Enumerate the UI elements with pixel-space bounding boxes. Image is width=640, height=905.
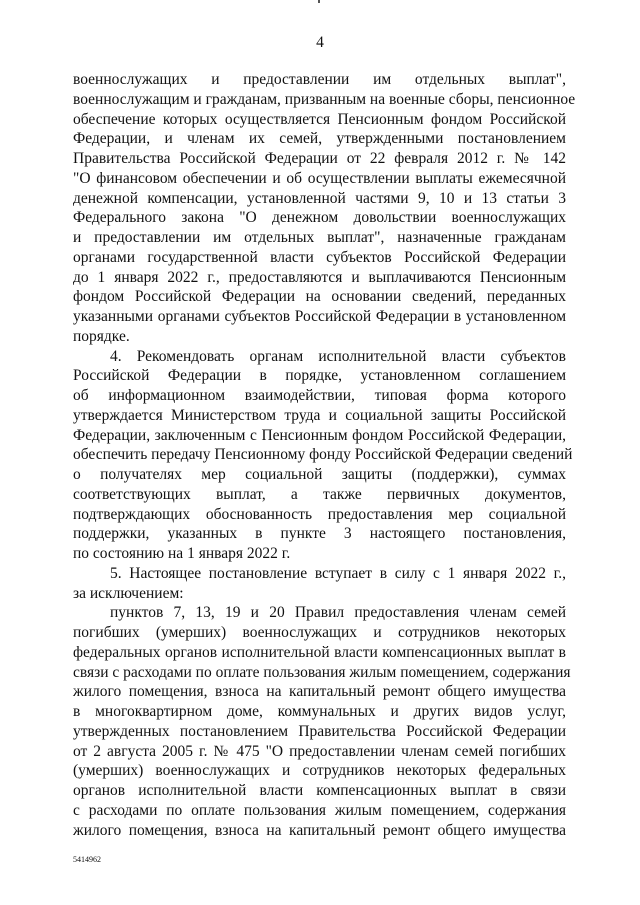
text-line: фондом Российской Федерации на основании сведений, переданных bbox=[73, 288, 566, 306]
text-line: денежной компенсации, установленной частями 9, 10 и 13 статьи 3 bbox=[73, 189, 566, 207]
text-line: 5. Настоящее постановление вступает в силу с 1 января 2022 г., bbox=[110, 564, 566, 582]
text-line: Федерации, заключенным с Пенсионным фондом Российской Федерации, bbox=[73, 426, 566, 444]
text-line: (умерших) военнослужащих и сотрудников некоторых федеральных bbox=[73, 762, 566, 780]
text-line: поддержки, указанных в пункте 3 настоящего постановления, bbox=[73, 525, 566, 543]
text-line: с расходами по оплате пользования жилым помещением, содержания bbox=[73, 801, 566, 819]
text-line: подтверждающих обоснованность предоставления мер социальной bbox=[73, 505, 566, 523]
text-line: Российской Федерации в порядке, установленном соглашением bbox=[73, 367, 566, 385]
text-line: обеспечение которых осуществляется Пенсионным фондом Российской bbox=[73, 110, 566, 128]
text-line: утвержденных постановлением Правительства Российской Федерации bbox=[73, 722, 566, 740]
text-line: до 1 января 2022 г., предоставляются и выплачиваются Пенсионным bbox=[73, 268, 566, 286]
text-line: Федерации, и членам их семей, утвержденными постановлением bbox=[73, 130, 566, 148]
text-line: соответствующих выплат, а также первичных документов, bbox=[73, 485, 566, 503]
text-line: за исключением: bbox=[73, 584, 184, 602]
text-line: Федерального закона "О денежном довольствии военнослужащих bbox=[73, 209, 566, 227]
text-line: указанными органами субъектов Российской Федерации в установленном bbox=[73, 308, 566, 325]
text-line: военнослужащим и гражданам, призванным на военные сборы, пенсионное bbox=[73, 90, 576, 108]
page-number: 4 bbox=[316, 34, 324, 51]
text-line: утверждается Министерством труда и социальной защиты Российской bbox=[73, 406, 566, 424]
text-line: погибших (умерших) военнослужащих и сотрудников некоторых bbox=[73, 624, 566, 641]
text-line: жилого помещения, взноса на капитальный ремонт общего имущества bbox=[73, 683, 566, 701]
text-line: жилого помещения, взноса на капитальный ремонт общего имущества bbox=[73, 821, 566, 839]
text-line: по состоянию на 1 января 2022 г. bbox=[73, 545, 291, 562]
text-line: от 2 августа 2005 г. № 475 "О предоставлении членам семей погибших bbox=[73, 742, 566, 760]
text-line: органами государственной власти субъектов Российской Федерации bbox=[73, 248, 566, 266]
text-line: в многоквартирном доме, коммунальных и других видов услуг, bbox=[73, 703, 566, 720]
text-line: об информационном взаимодействии, типовая форма которого bbox=[73, 387, 566, 404]
scan-mark bbox=[318, 0, 320, 3]
text-line: обеспечить передачу Пенсионному фонду Российской Федерации сведений bbox=[73, 446, 573, 464]
text-line: порядке. bbox=[73, 327, 130, 345]
text-line: о получателях мер социальной защиты (поддержки), суммах bbox=[73, 466, 566, 483]
text-line: "О финансовом обеспечении и об осуществлении выплаты ежемесячной bbox=[73, 169, 566, 187]
text-line: федеральных органов исполнительной власти компенсационных выплат в bbox=[73, 643, 566, 661]
text-line: военнослужащих и предоставлении им отдельных выплат", bbox=[73, 71, 566, 88]
document-code: 5414962 bbox=[73, 855, 101, 864]
text-line: органов исполнительной власти компенсационных выплат в связи bbox=[73, 782, 566, 799]
text-line: 4. Рекомендовать органам исполнительной власти субъектов bbox=[110, 347, 566, 365]
text-line: связи с расходами по оплате пользования жилым помещением, содержания bbox=[73, 663, 571, 681]
text-line: Правительства Российской Федерации от 22 февраля 2012 г. № 142 bbox=[73, 150, 566, 167]
text-line: пунктов 7, 13, 19 и 20 Правил предоставления членам семей bbox=[110, 604, 566, 622]
text-line: и предоставлении им отдельных выплат", назначенные гражданам bbox=[73, 229, 566, 246]
